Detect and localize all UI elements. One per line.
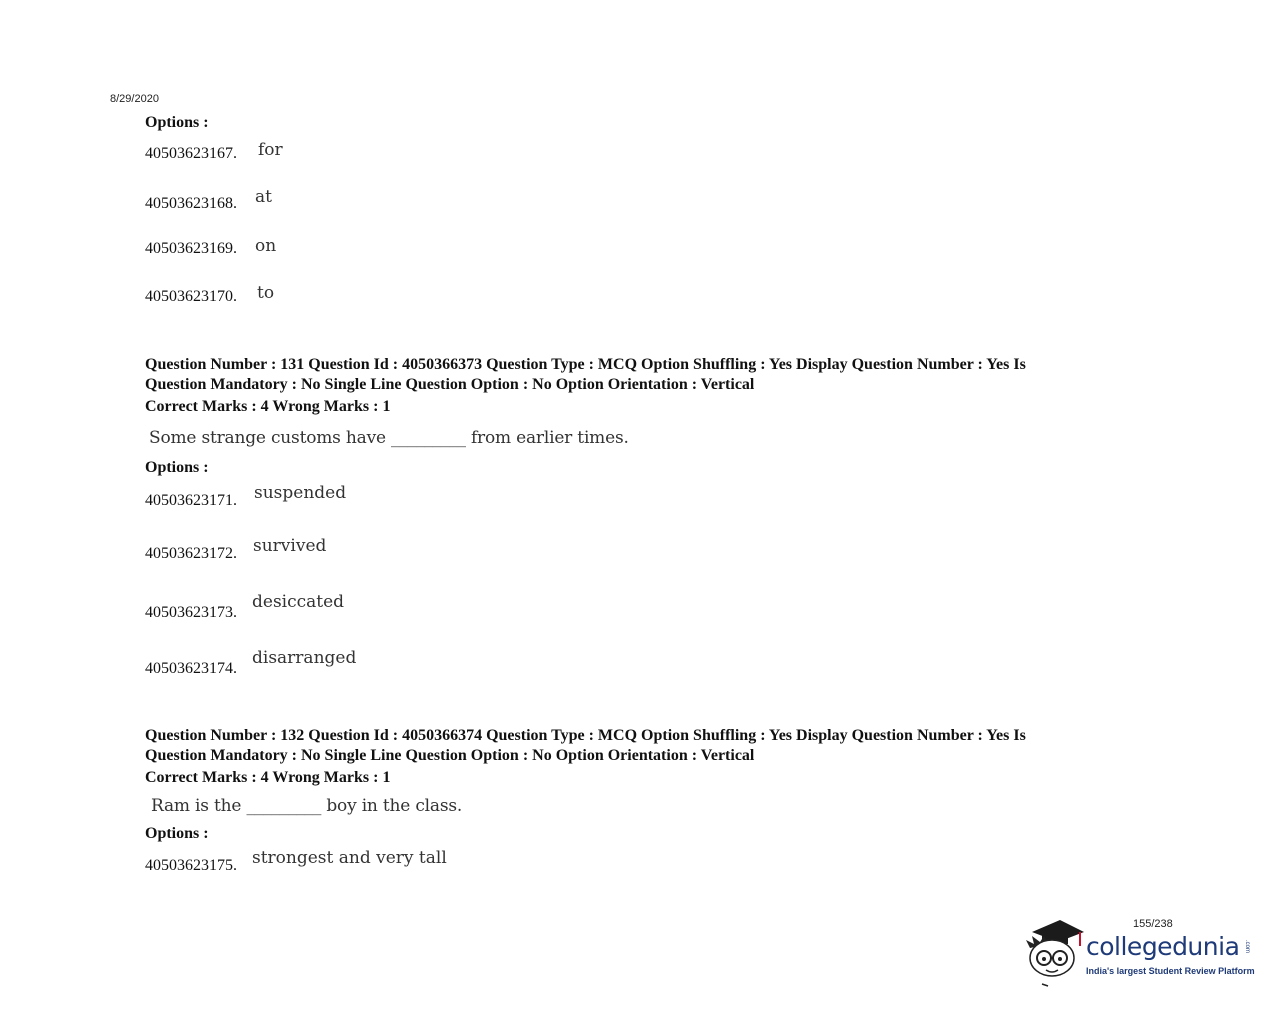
question-132-marks: Correct Marks : 4 Wrong Marks : 1 [145, 769, 391, 786]
option-text: survived [253, 536, 327, 556]
logo-com: .com [1244, 940, 1250, 954]
collegedunia-logo[interactable] [1022, 918, 1262, 990]
options-label: Options : [145, 114, 209, 131]
question-meta-line: Question Number : 132 Question Id : 4050366374 Question Type : MCQ Option Shuffling : Yes Display Question Number : Yes Is [145, 727, 1026, 744]
logo-wordmark: collegedunia [1086, 932, 1240, 961]
option-id: 40503623173. [145, 604, 237, 621]
option-id: 40503623168. [145, 195, 237, 212]
option-text: strongest and very tall [252, 848, 447, 868]
page-number: 155/238 [1133, 918, 1173, 930]
options-label: Options : [145, 825, 209, 842]
option-text: at [255, 187, 272, 207]
question-132-meta [145, 726, 1120, 766]
question-131-text: Some strange customs have _________ from earlier times. [149, 428, 629, 448]
option-text: suspended [254, 483, 347, 503]
option-id: 40503623171. [145, 492, 237, 509]
option-id: 40503623172. [145, 545, 237, 562]
mascot-icon [1022, 918, 1086, 990]
option-text: to [257, 283, 275, 303]
option-id: 40503623175. [145, 857, 237, 874]
option-text: for [258, 140, 283, 160]
option-id: 40503623174. [145, 660, 237, 677]
logo-tagline: India's largest Student Review Platform [1086, 966, 1255, 976]
print-date: 8/29/2020 [110, 93, 159, 105]
question-meta-line: Question Mandatory : No Single Line Question Option : No Option Orientation : Vertical [145, 376, 755, 393]
option-id: 40503623169. [145, 240, 237, 257]
question-132-text: Ram is the _________ boy in the class. [151, 796, 463, 816]
option-id: 40503623170. [145, 288, 237, 305]
question-131-marks: Correct Marks : 4 Wrong Marks : 1 [145, 398, 391, 415]
question-meta-line: Question Mandatory : No Single Line Question Option : No Option Orientation : Vertical [145, 747, 755, 764]
question-meta-line: Question Number : 131 Question Id : 4050366373 Question Type : MCQ Option Shuffling : Yes Display Question Number : Yes Is [145, 356, 1026, 373]
option-text: on [255, 236, 277, 256]
option-text: desiccated [252, 592, 345, 612]
options-label: Options : [145, 459, 209, 476]
option-text: disarranged [252, 648, 357, 668]
question-131-meta [145, 355, 1120, 395]
option-id: 40503623167. [145, 145, 237, 162]
